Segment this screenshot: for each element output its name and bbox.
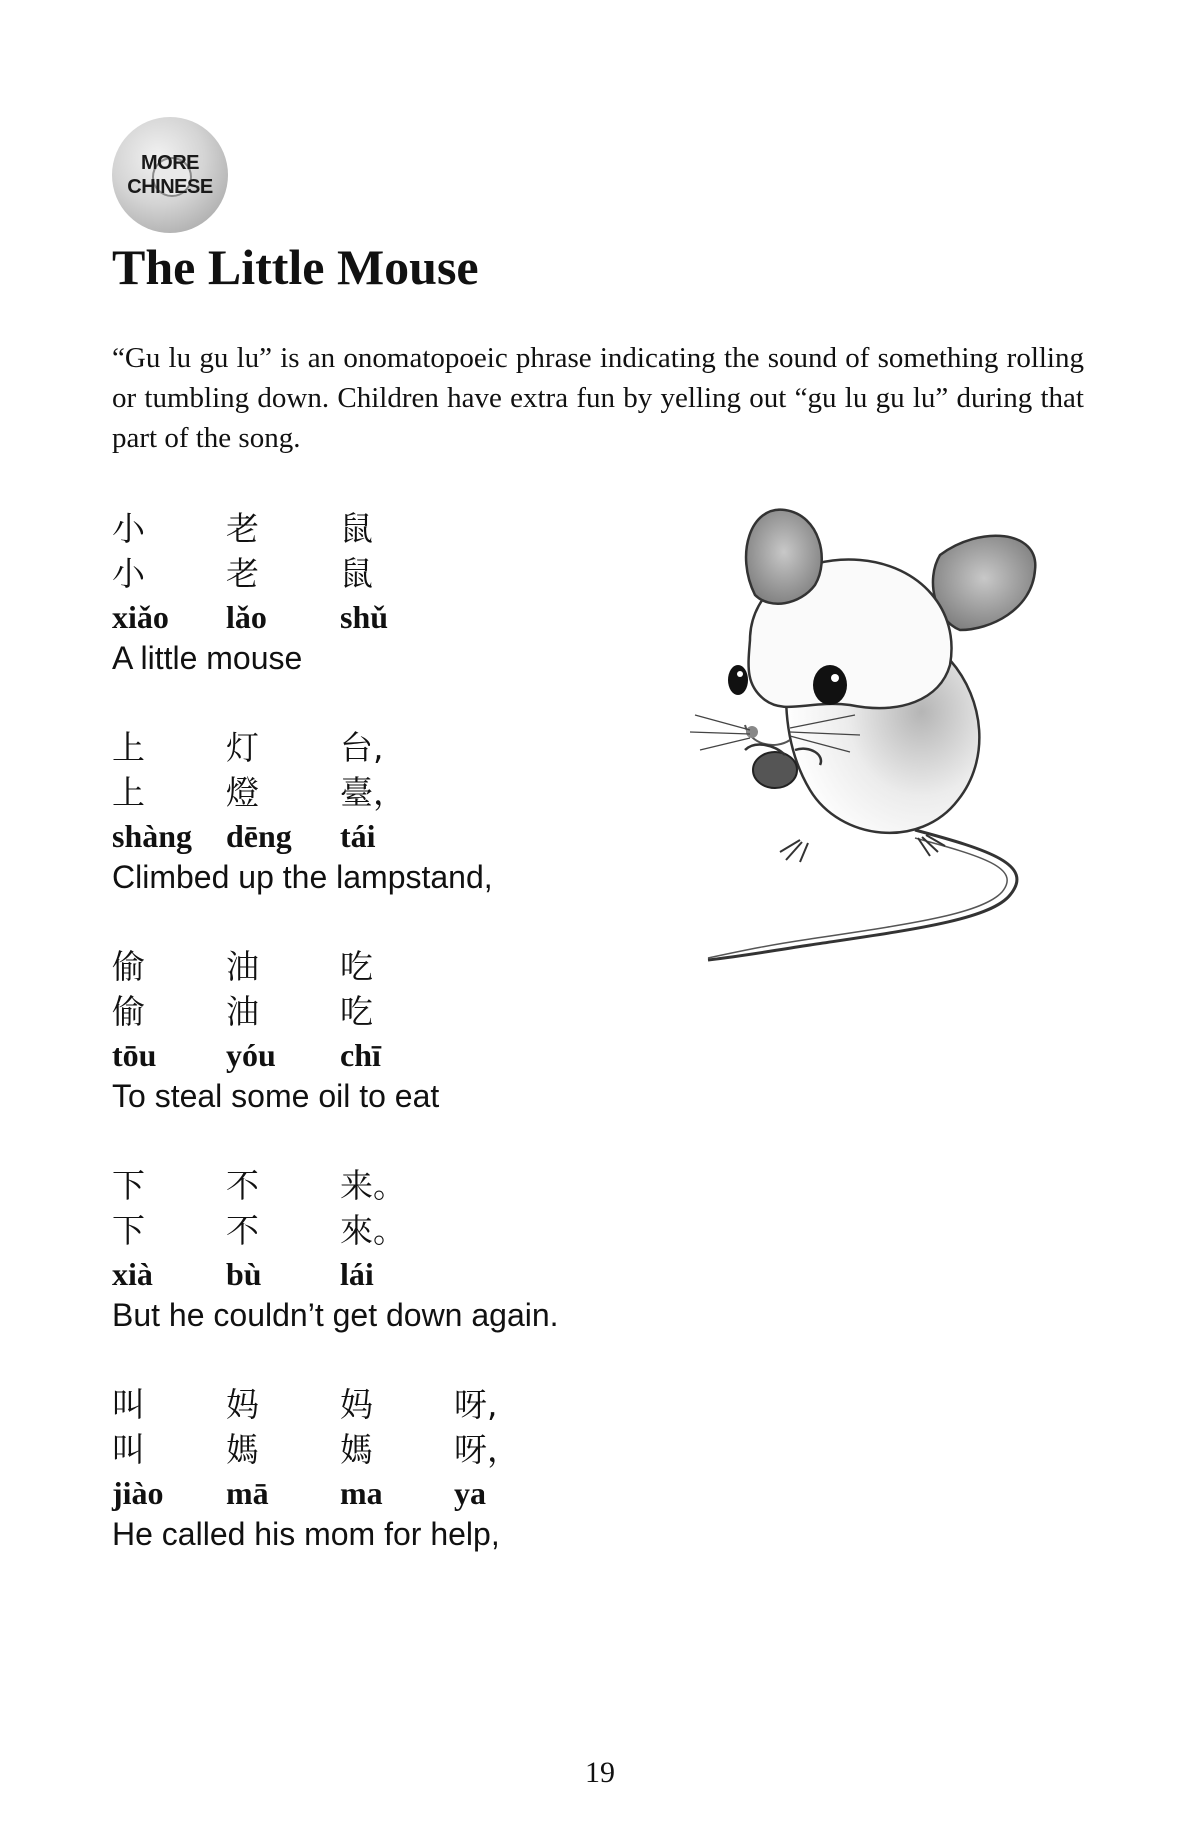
traditional-syllable: 燈 [226, 773, 259, 812]
pinyin-syllable: lǎo [226, 599, 267, 635]
pinyin-syllable: xià [112, 1256, 153, 1292]
song-lyrics [112, 506, 732, 1601]
traditional-syllable: 不 [226, 1211, 259, 1250]
traditional-chinese-row [112, 770, 732, 815]
simplified-syllable: 妈 [340, 1385, 373, 1424]
traditional-chinese-row [112, 551, 732, 596]
traditional-syllable: 吃 [340, 992, 373, 1031]
pinyin-syllable: chī [340, 1037, 381, 1073]
english-translation: But he couldn’t get down again. [112, 1297, 559, 1333]
traditional-syllable: 偷 [112, 992, 145, 1031]
pinyin-row [112, 596, 732, 638]
stanza [112, 1382, 732, 1601]
pinyin-syllable: bù [226, 1256, 262, 1292]
simplified-syllable: 台, [340, 728, 384, 767]
traditional-chinese-row [112, 1427, 732, 1472]
simplified-syllable: 下 [112, 1166, 145, 1205]
simplified-syllable: 偷 [112, 947, 145, 986]
simplified-syllable: 鼠 [340, 509, 373, 548]
simplified-syllable: 小 [112, 509, 145, 548]
simplified-syllable: 不 [226, 1166, 259, 1205]
english-translation: Climbed up the lampstand, [112, 859, 493, 895]
pinyin-row [112, 1472, 732, 1514]
pinyin-row [112, 1034, 732, 1076]
pinyin-syllable: jiào [112, 1475, 164, 1511]
traditional-syllable: 上 [112, 773, 145, 812]
page-title: The Little Mouse [112, 239, 479, 295]
simplified-syllable: 呀, [454, 1385, 498, 1424]
more-chinese-cd-badge [112, 117, 228, 233]
pinyin-syllable: shàng [112, 818, 193, 854]
pinyin-syllable: tái [340, 818, 376, 854]
simplified-chinese-row [112, 1382, 732, 1427]
pinyin-syllable: lái [340, 1256, 374, 1292]
pinyin-syllable: yóu [226, 1037, 276, 1073]
pinyin-syllable: shǔ [340, 599, 389, 635]
simplified-syllable: 油 [226, 947, 259, 986]
simplified-syllable: 老 [226, 509, 259, 548]
pinyin-syllable: xiǎo [112, 599, 169, 635]
traditional-syllable: 老 [226, 554, 259, 593]
stanza [112, 1163, 732, 1382]
traditional-syllable: 油 [226, 992, 259, 1031]
traditional-syllable: 叫 [112, 1430, 145, 1469]
traditional-syllable: 媽 [226, 1430, 259, 1469]
english-translation: To steal some oil to eat [112, 1078, 440, 1114]
traditional-syllable: 下 [112, 1211, 145, 1250]
mouse-illustration [690, 500, 1090, 970]
traditional-syllable: 臺， [340, 773, 406, 812]
simplified-chinese-row [112, 725, 732, 770]
stanza [112, 944, 732, 1163]
badge-line-2: CHINESE [127, 176, 213, 198]
pinyin-syllable: mā [226, 1475, 269, 1511]
simplified-syllable: 叫 [112, 1385, 145, 1424]
traditional-syllable: 鼠 [340, 554, 373, 593]
simplified-syllable: 灯 [226, 728, 259, 767]
simplified-chinese-row [112, 1163, 732, 1208]
english-translation: He called his mom for help, [112, 1516, 500, 1552]
stanza [112, 725, 732, 944]
pinyin-row [112, 1253, 732, 1295]
pinyin-syllable: ma [340, 1475, 383, 1511]
pinyin-row [112, 815, 732, 857]
english-translation: A little mouse [112, 640, 303, 676]
simplified-chinese-row [112, 944, 732, 989]
pinyin-syllable: dēng [226, 818, 292, 854]
traditional-syllable: 來。 [340, 1211, 406, 1250]
traditional-syllable: 呀， [454, 1430, 520, 1469]
pinyin-syllable: tōu [112, 1037, 157, 1073]
simplified-syllable: 上 [112, 728, 145, 767]
page-number: 19 [585, 1756, 615, 1789]
badge-line-1: MORE [141, 152, 199, 174]
stanza [112, 506, 732, 725]
traditional-chinese-row [112, 1208, 732, 1253]
traditional-chinese-row [112, 989, 732, 1034]
simplified-chinese-row [112, 506, 732, 551]
traditional-syllable: 小 [112, 554, 145, 593]
pinyin-syllable: ya [454, 1475, 486, 1511]
intro-paragraph: “Gu lu gu lu” is an onomatopoeic phrase indicating the sound of something rolling or tumbling down. Children have extra fun by yelling out “gu lu gu lu” during that part of the song. [112, 342, 1084, 454]
simplified-syllable: 吃 [340, 947, 373, 986]
traditional-syllable: 媽 [340, 1430, 373, 1469]
simplified-syllable: 来。 [340, 1166, 406, 1205]
simplified-syllable: 妈 [226, 1385, 259, 1424]
